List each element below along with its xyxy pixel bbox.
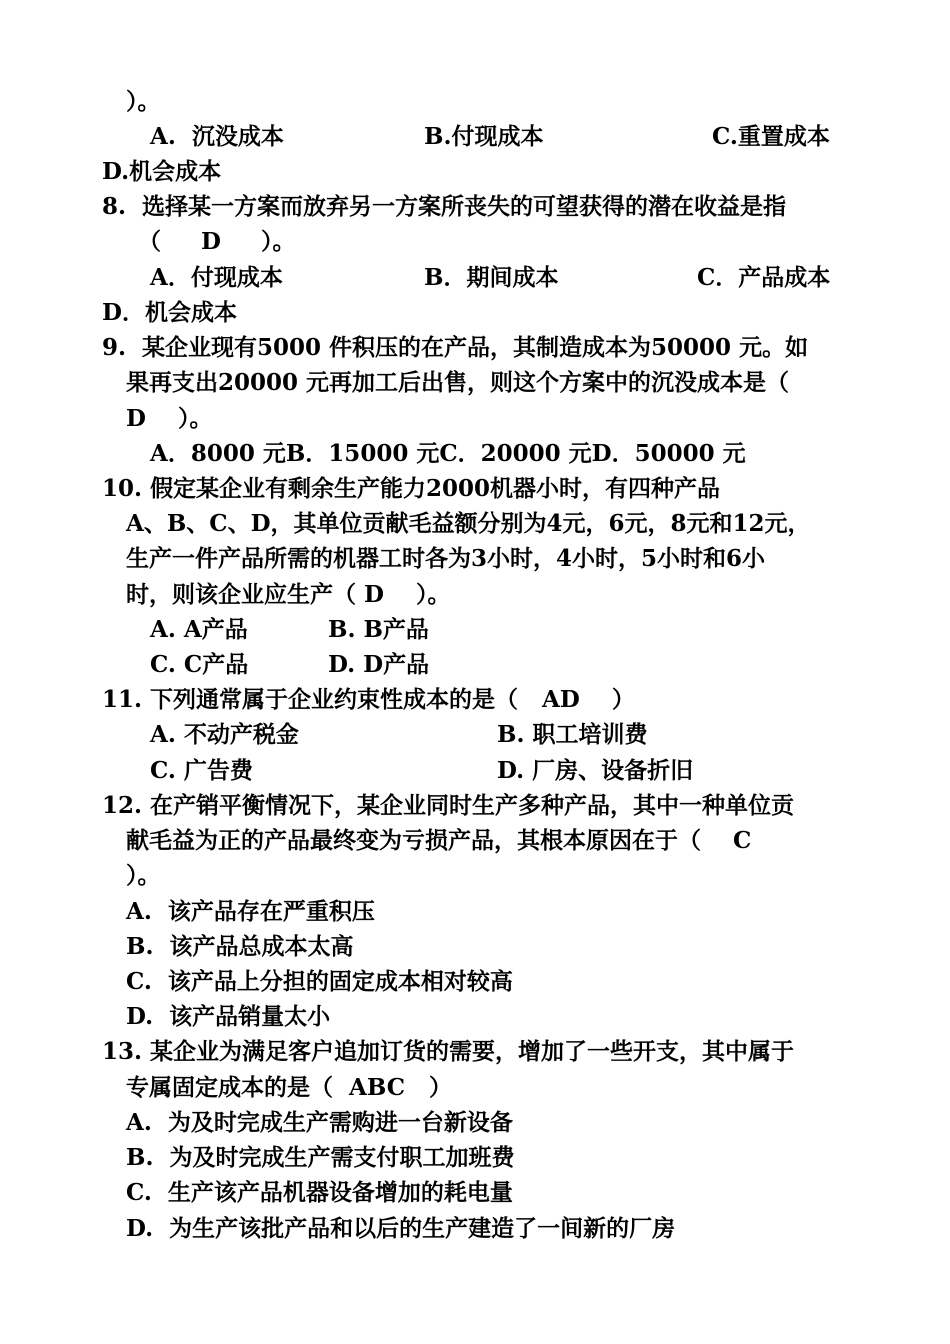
option-a: A. 为及时完成生产需购进一台新设备	[126, 1109, 513, 1136]
option-a: A. 该产品存在严重积压	[126, 898, 375, 925]
text-line: ）。	[126, 88, 161, 115]
options-line: A．8000 元B．15000 元C．20000 元D．50000 元	[150, 440, 746, 467]
option-b: B. B产品	[328, 616, 429, 643]
answer-line: ）。	[126, 862, 161, 889]
question-11: 11. 下列通常属于企业约束性成本的是（ AD ）	[102, 686, 635, 713]
text-line: 果再支出20000 元再加工后出售，则这个方案中的沉没成本是（	[126, 369, 790, 396]
option-a: A. 沉没成本	[150, 123, 284, 150]
option-a: A. 不动产税金	[150, 721, 299, 748]
option-d: D．机会成本	[102, 299, 237, 326]
option-c: C.重置成本	[712, 123, 830, 150]
text-line: A、B、C、D，其单位贡献毛益额分别为4元，6元，8元和12元，	[126, 510, 811, 537]
answer-line: 专属固定成本的是（ ABC ）	[126, 1074, 453, 1101]
option-d: D. 该产品销量太小	[126, 1003, 331, 1030]
option-b: B. 该产品总成本太高	[126, 933, 354, 960]
option-a: A. A产品	[150, 616, 248, 643]
option-b: B. 为及时完成生产需支付职工加班费	[126, 1144, 515, 1171]
option-c: C. 广告费	[150, 757, 253, 784]
option-d: D. 为生产该批产品和以后的生产建造了一间新的厂房	[126, 1215, 676, 1242]
answer-line: D ）。	[126, 405, 213, 432]
option-a: A．付现成本	[150, 264, 283, 291]
question-10: 10. 假定某企业有剩余生产能力2000机器小时，有四种产品	[102, 475, 721, 502]
question-9: 9. 某企业现有5000 件积压的在产品，其制造成本为50000 元。如	[102, 334, 809, 361]
option-c: C．产品成本	[697, 264, 831, 291]
option-b: B. 职工培训费	[497, 721, 648, 748]
option-c: C. 生产该产品机器设备增加的耗电量	[126, 1179, 513, 1206]
question-13: 13. 某企业为满足客户追加订货的需要，增加了一些开支，其中属于	[102, 1038, 795, 1065]
option-c: C. C产品	[150, 651, 249, 678]
option-d: D. 厂房、设备折旧	[497, 757, 694, 784]
text-line: 生产一件产品所需的机器工时各为3小时，4小时，5小时和6小	[126, 545, 766, 572]
option-b: B．期间成本	[424, 264, 559, 291]
question-8: 8. 选择某一方案而放弃另一方案所丧失的可望获得的潜在收益是指	[102, 193, 787, 220]
option-b: B.付现成本	[424, 123, 544, 150]
option-d: D. D产品	[328, 651, 430, 678]
option-c: C. 该产品上分担的固定成本相对较高	[126, 968, 513, 995]
answer-line: （ D ）。	[138, 228, 296, 255]
question-12: 12. 在产销平衡情况下，某企业同时生产多种产品，其中一种单位贡	[102, 792, 795, 819]
option-d: D.机会成本	[102, 158, 222, 185]
text-line: 献毛益为正的产品最终变为亏损产品，其根本原因在于（ C	[126, 827, 752, 854]
answer-line: 时，则该企业应生产（ D ）。	[126, 581, 451, 608]
